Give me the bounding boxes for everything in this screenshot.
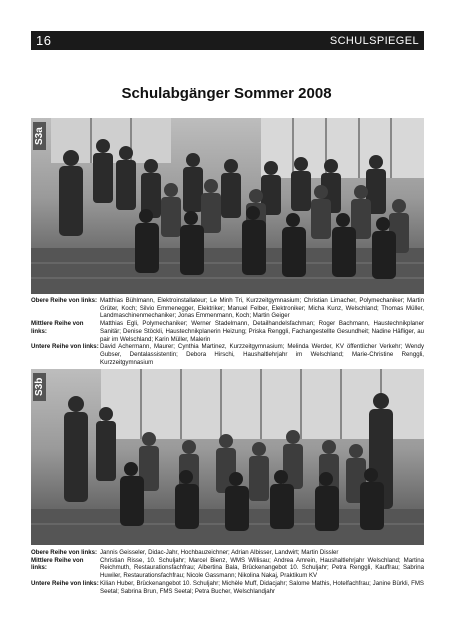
class-label-tag: S3b xyxy=(33,373,46,401)
article-title: Schulabgänger Sommer 2008 xyxy=(121,85,332,102)
caption-row-text: Christian Risse, 10. Schuljahr; Marcel Bienz, WMS Willisau; Andrea Amrein, Haushaltlehrjahr Welschland; Martina Reichmuth, Restaurationsfachfrau; Albertina Bala, Brückenangebot 10. Schuljahr; Petra Renggli, Kauffrau; Sabrina Huwiler, Restaurationsfachfrau; Nicole Gassmann; Nikolina Nakaj, Praktikum KV xyxy=(100,556,424,580)
caption-row-label: Obere Reihe von links: xyxy=(31,549,98,556)
class-photo-s3a xyxy=(31,118,424,294)
caption-row xyxy=(31,580,424,595)
page-header xyxy=(31,31,424,50)
class-label-tag: S3a xyxy=(33,122,46,150)
photo-caption-s3a xyxy=(31,297,424,366)
caption-row xyxy=(31,297,424,320)
caption-row-label: Untere Reihe von links: xyxy=(31,343,99,351)
caption-row-text: Matthias Egli, Polymechaniker; Werner Stadelmann, Detailhandelsfachman; Roger Bachmann, Haustechnikplaner Sanitär; Denise Stöckli, Haustechnikplanerin Heizung; Priska Renggli, Fachangestellte Gesundheit; Nadine Häfliger, au pair im Welschland; Karin Müller, Malerin xyxy=(100,320,424,343)
photo-caption-s3b xyxy=(31,549,424,595)
group-photo-illustration xyxy=(31,369,424,545)
caption-row xyxy=(31,557,424,580)
caption-row-label: Untere Reihe von links: xyxy=(31,579,99,587)
group-photo-illustration xyxy=(31,118,424,294)
caption-row-label: Mittlere Reihe von links: xyxy=(31,320,84,335)
magazine-name: SCHULSPIEGEL xyxy=(329,34,419,47)
caption-row-label: Obere Reihe von links: xyxy=(31,297,98,304)
caption-row-text: Matthias Bühlmann, Elektroinstallateur; Le Minh Tri, Kurzzeitgymnasium; Christian Limacher, Polymechaniker; Martin Grüter, Koch; Silvio Emmenegger, Elektriker; Manuel Felber, Elektroniker; Micha Kunz, Welschland; Thomas Müller, Landmaschinenmechaniker; Jonas Emmenmann, Koch; Martin Geiger xyxy=(100,297,424,320)
caption-row-text: Kilian Huber, Brückenangebot 10. Schuljahr; Michèle Muff, Didacjahr; Salome Mathis, Hotelfachfrau; Janine Bürkli, FMS Seetal; Sabrina Brun, FMS Seetal; Petra Bucher, Welschlandjahr xyxy=(100,579,424,595)
caption-row-text: Jannis Geisseler, Didac-Jahr, Hochbauzeichner; Adrian Albisser, Landwirt; Martin Dissler xyxy=(100,549,339,556)
class-photo-s3b xyxy=(31,369,424,545)
caption-row-text: David Achermann, Maurer; Cynthia Martinez, Kurzzeitgymnasium; Melinda Werder, KV öffentlicher Verkehr; Wendy Gubser, Dentalassistentin; Debora Hirschi, Haushaltlehrjahr im Welschland; Marie-Christine Renggli, Kurzzeitgymnasium xyxy=(100,343,424,366)
caption-row xyxy=(31,320,424,343)
caption-row-label: Mittlere Reihe von links: xyxy=(31,556,84,572)
caption-row xyxy=(31,343,424,366)
caption-row xyxy=(31,549,424,557)
page-number: 16 xyxy=(36,33,52,48)
